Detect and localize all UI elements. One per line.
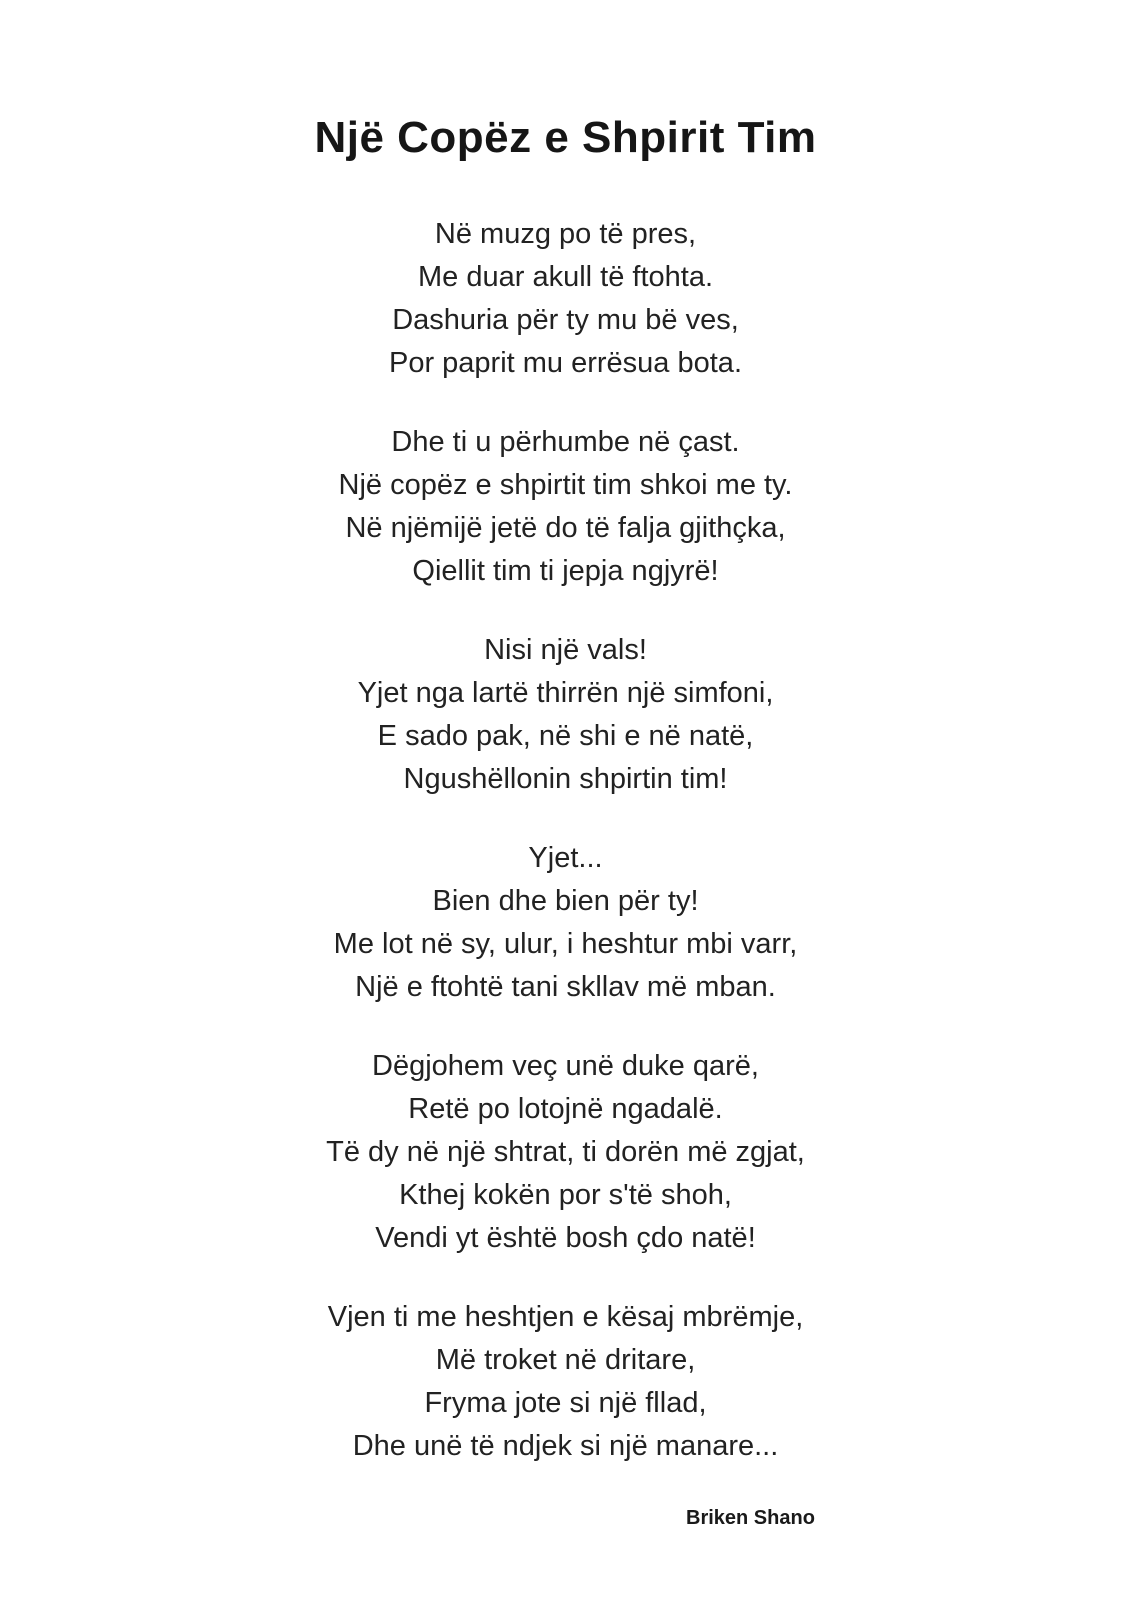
- poem-line: Yjet...: [528, 841, 603, 874]
- stanza: [0, 1045, 1131, 1260]
- poem-body: [0, 213, 1131, 1468]
- poem-line: Me duar akull të ftohta.: [418, 260, 713, 293]
- stanza: [0, 213, 1131, 385]
- poem-title: Një Copëz e Shpirit Tim: [314, 113, 817, 162]
- poem-line: Vendi yt është bosh çdo natë!: [375, 1221, 756, 1254]
- poem-line: Qiellit tim ti jepja ngjyrë!: [412, 554, 719, 587]
- stanza: [0, 1296, 1131, 1468]
- stanza: [0, 629, 1131, 801]
- poem-line: Dëgjohem veç unë duke qarë,: [372, 1049, 759, 1082]
- poem-line: Retë po lotojnë ngadalë.: [408, 1092, 723, 1125]
- poem-line: Me lot në sy, ulur, i heshtur mbi varr,: [333, 927, 798, 960]
- poem-line: Ngushëllonin shpirtin tim!: [403, 762, 728, 795]
- poem-line: Dhe ti u përhumbe në çast.: [391, 425, 740, 458]
- poem-line: Më troket në dritare,: [435, 1343, 696, 1376]
- poem-line: Bien dhe bien për ty!: [432, 884, 699, 917]
- poem-line: Një copëz e shpirtit tim shkoi me ty.: [338, 468, 793, 501]
- poem-line: Në njëmijë jetë do të falja gjithçka,: [345, 511, 786, 544]
- poem-line: Yjet nga lartë thirrën një simfoni,: [357, 676, 774, 709]
- stanza: [0, 421, 1131, 593]
- poem-line: Në muzg po të pres,: [434, 217, 697, 250]
- poem-line: Fryma jote si një fllad,: [424, 1386, 707, 1419]
- stanza: [0, 837, 1131, 1009]
- poem-line: Dhe unë të ndjek si një manare...: [352, 1429, 779, 1462]
- poem-line: Dashuria për ty mu bë ves,: [392, 303, 739, 336]
- poem-line: Nisi një vals!: [484, 633, 647, 666]
- poem-line: Por paprit mu errësua bota.: [388, 346, 742, 379]
- poem-line: E sado pak, në shi e në natë,: [377, 719, 754, 752]
- poem-line: Një e ftohtë tani skllav më mban.: [355, 970, 776, 1003]
- poem-line: Të dy në një shtrat, ti dorën më zgjat,: [326, 1135, 805, 1168]
- poem-author: Briken Shano: [686, 1506, 815, 1529]
- poem-line: Vjen ti me heshtjen e kësaj mbrëmje,: [327, 1300, 804, 1333]
- poem-line: Kthej kokën por s'të shoh,: [399, 1178, 732, 1211]
